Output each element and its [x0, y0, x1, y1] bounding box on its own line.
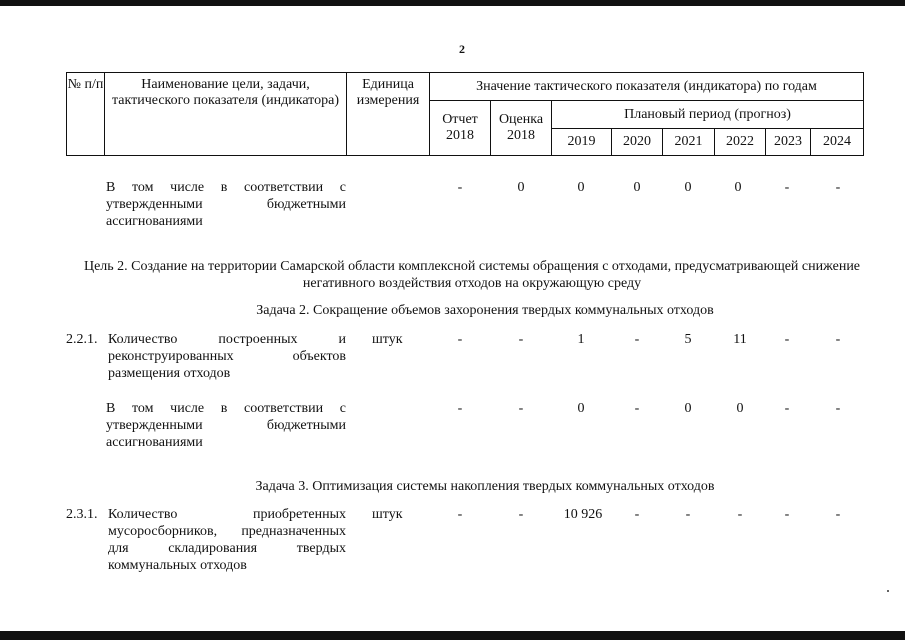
- row-unit: штук: [372, 507, 403, 522]
- value-report: -: [457, 507, 463, 522]
- value-2022: 11: [733, 332, 747, 347]
- value-2024: -: [835, 180, 841, 195]
- value-2021: 0: [684, 401, 692, 416]
- header-name: Наименование цели, задачи, тактического показателя (индикатора): [104, 72, 347, 156]
- value-2019: 0: [577, 401, 585, 416]
- value-2024: -: [835, 507, 841, 522]
- row-num: 2.3.1.: [66, 507, 98, 522]
- value-2023: -: [784, 401, 790, 416]
- scan-speck: [887, 590, 889, 592]
- page-number: 2: [459, 42, 465, 56]
- scan-bottom-border: [0, 631, 905, 640]
- value-2024: -: [835, 332, 841, 347]
- header-report: Отчет 2018: [429, 100, 491, 156]
- value-2020: 0: [633, 180, 641, 195]
- value-estimate: -: [518, 401, 524, 416]
- header-year-2020: 2020: [611, 128, 663, 156]
- value-2023: -: [784, 507, 790, 522]
- row-name: Количество построенных и реконструированных объектов размещения отходов: [108, 332, 346, 381]
- row-unit: штук: [372, 332, 403, 347]
- value-2022: 0: [736, 401, 744, 416]
- value-2021: 0: [684, 180, 692, 195]
- value-2020: -: [634, 332, 640, 347]
- value-2019: 10 926: [563, 507, 603, 522]
- value-2020: -: [634, 401, 640, 416]
- task-3-heading: Задача 3. Оптимизация системы накопления твердых коммунальных отходов: [255, 479, 715, 494]
- value-2023: -: [784, 332, 790, 347]
- header-values-title: Значение тактического показателя (индикатора) по годам: [429, 72, 864, 101]
- header-estimate: Оценка 2018: [490, 100, 552, 156]
- row-name: Количество приобретенных мусоросборников, предназначенных для складирования твердых коммунальных отходов: [108, 507, 346, 573]
- value-2022: -: [737, 507, 743, 522]
- value-2019: 1: [577, 332, 585, 347]
- header-num: № п/п: [66, 72, 105, 156]
- header-unit: Единица измерения: [346, 72, 430, 156]
- value-estimate: -: [518, 332, 524, 347]
- value-estimate: 0: [517, 180, 525, 195]
- value-2022: 0: [734, 180, 742, 195]
- header-year-2022: 2022: [714, 128, 766, 156]
- header-year-2024: 2024: [810, 128, 864, 156]
- value-2019: 0: [577, 180, 585, 195]
- row-name: В том числе в соответствии с утвержденными бюджетными ассигнованиями: [106, 401, 346, 450]
- value-report: -: [457, 401, 463, 416]
- task-2-heading: Задача 2. Сокращение объемов захоронения твердых коммунальных отходов: [256, 303, 714, 318]
- header-year-2023: 2023: [765, 128, 811, 156]
- value-2023: -: [784, 180, 790, 195]
- row-num: 2.2.1.: [66, 332, 98, 347]
- value-2020: -: [634, 507, 640, 522]
- row-name: В том числе в соответствии с утвержденными бюджетными ассигнованиями: [106, 180, 346, 229]
- header-year-2021: 2021: [662, 128, 715, 156]
- scan-top-border: [0, 0, 905, 6]
- value-2021: 5: [684, 332, 692, 347]
- value-estimate: -: [518, 507, 524, 522]
- goal-2-heading: Цель 2. Создание на территории Самарской области комплексной системы обращения с отходами, предусматривающей снижение негативного воздействия отходов на окружающую среду: [83, 259, 861, 291]
- value-2021: -: [685, 507, 691, 522]
- value-2024: -: [835, 401, 841, 416]
- header-year-2019: 2019: [551, 128, 612, 156]
- header-planned: Плановый период (прогноз): [551, 100, 864, 129]
- value-report: -: [457, 180, 463, 195]
- value-report: -: [457, 332, 463, 347]
